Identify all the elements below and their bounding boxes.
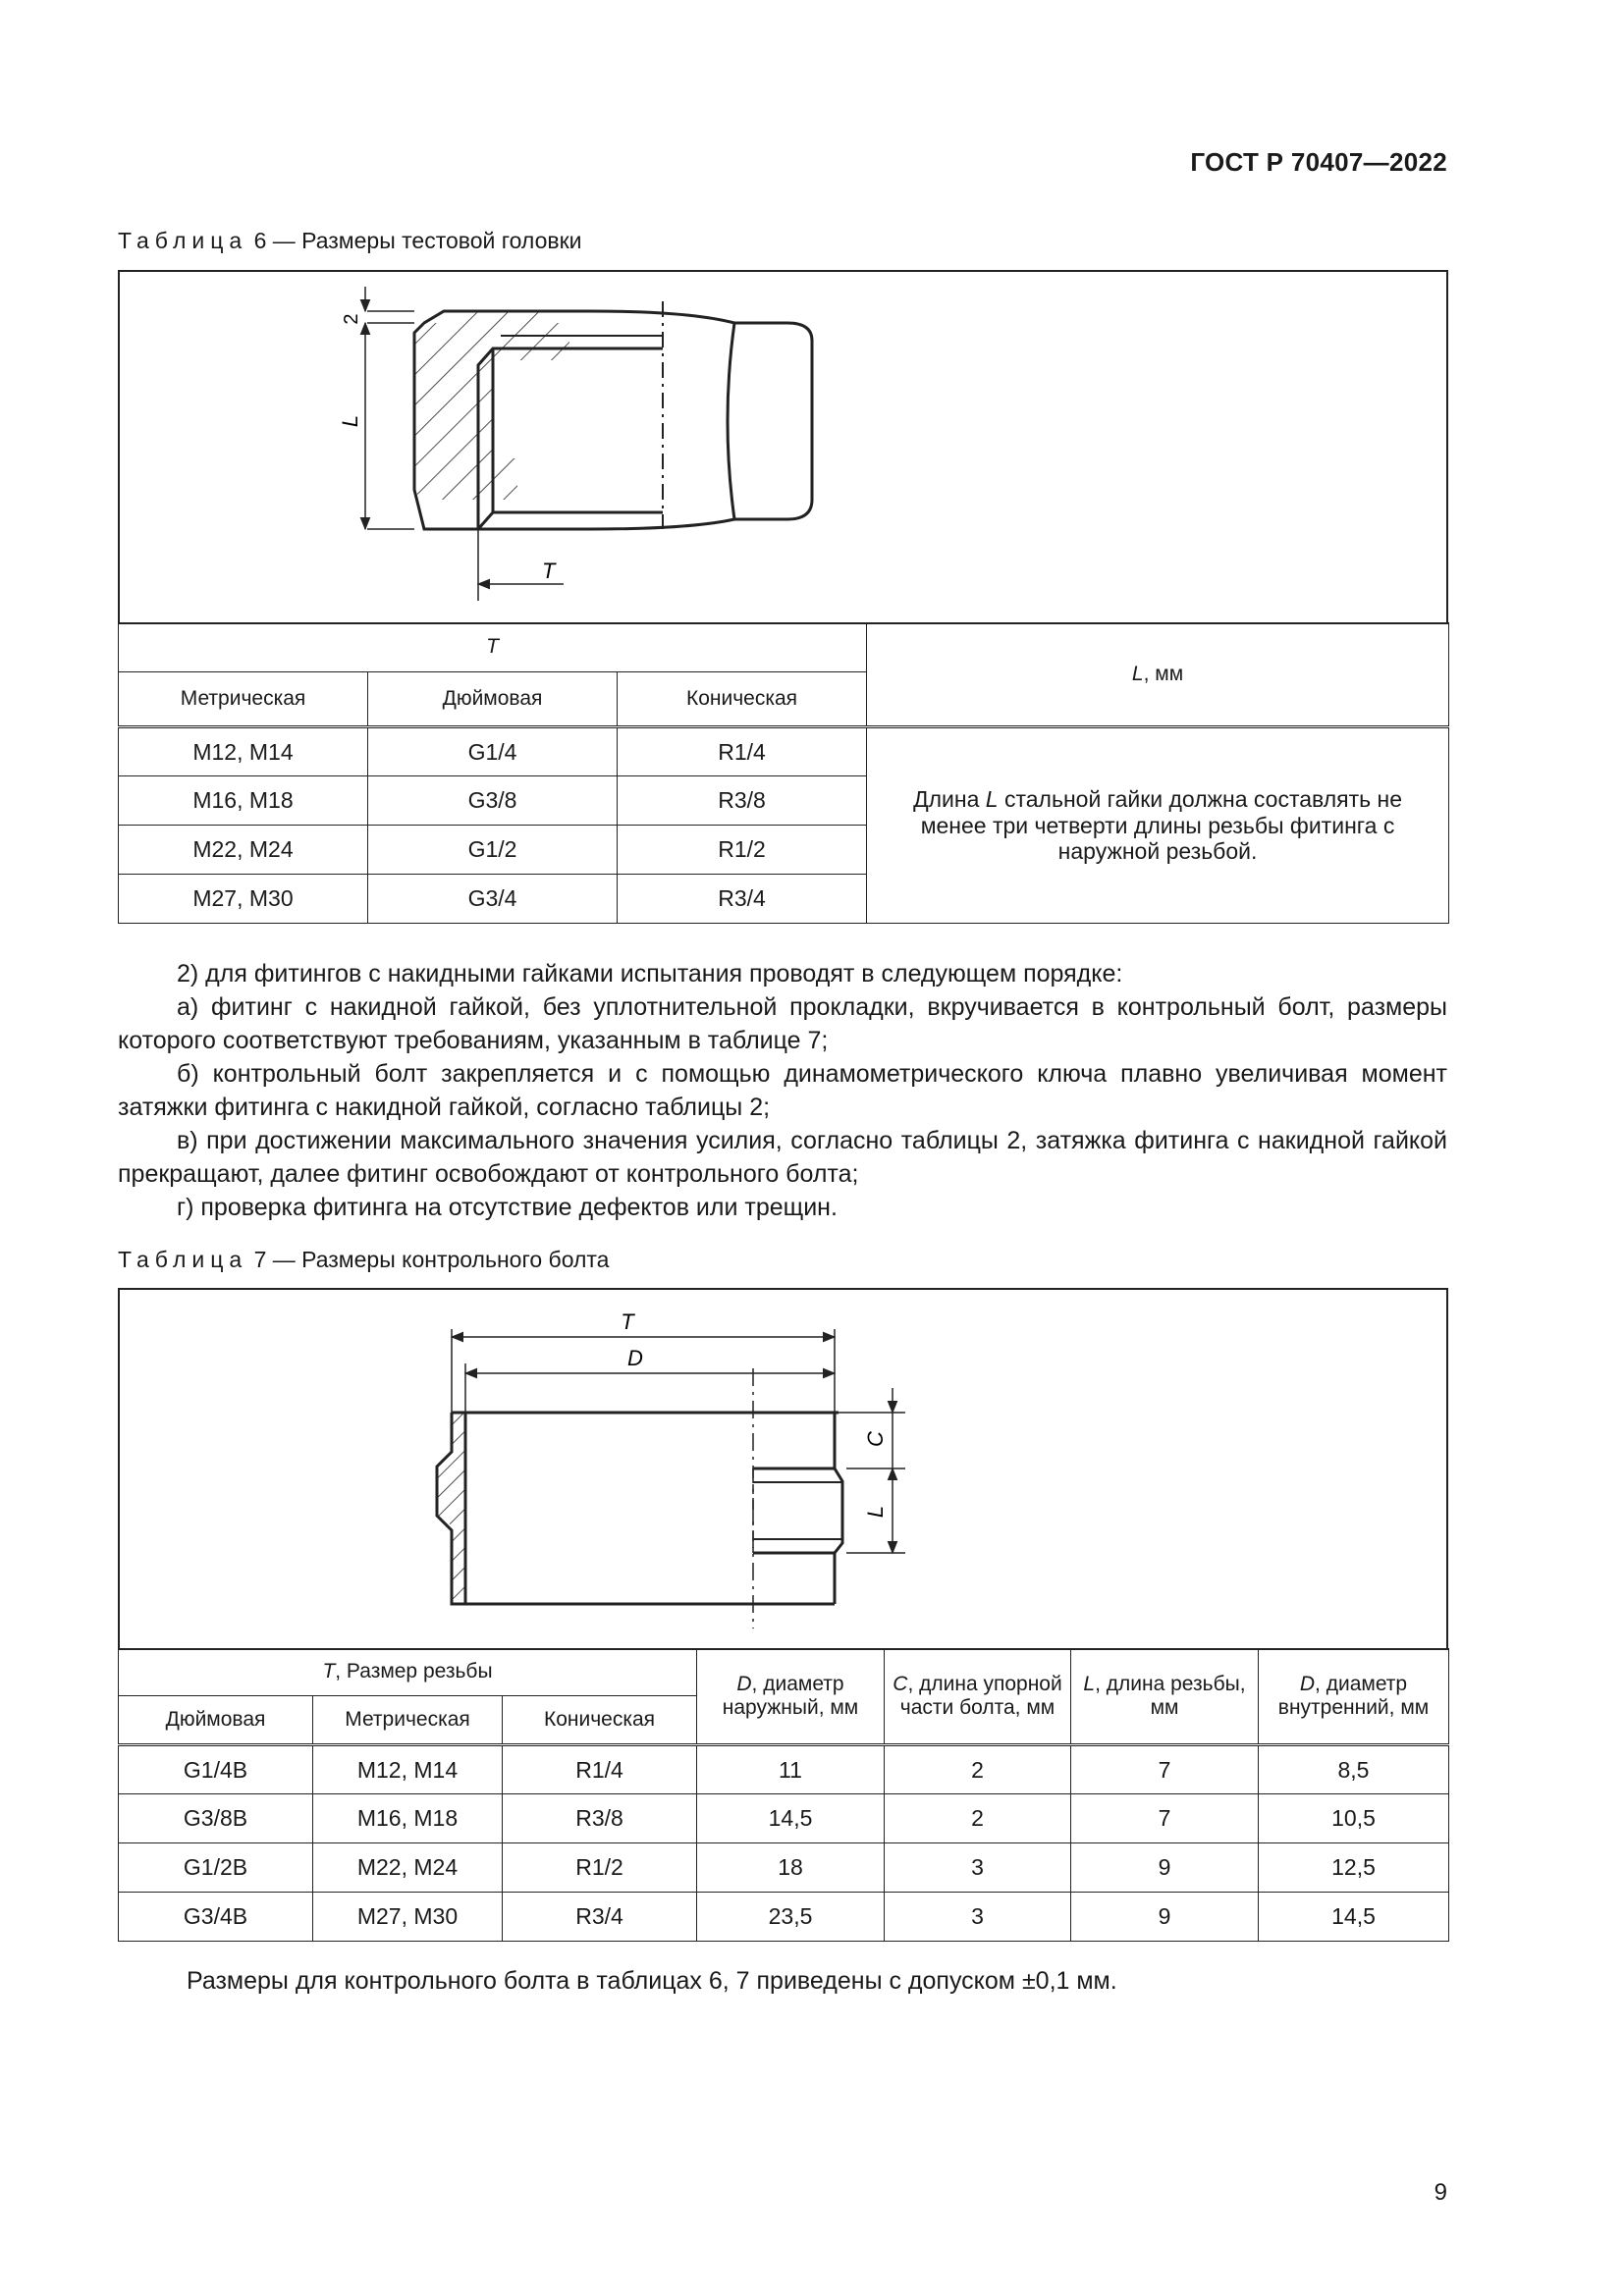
- table6-caption-label: Таблица: [118, 228, 248, 253]
- table6-cell: R1/2: [618, 826, 867, 875]
- table7-cell: M27, M30: [313, 1893, 503, 1942]
- table7-cell: 3: [885, 1893, 1071, 1942]
- table6-head-T: T: [119, 623, 867, 672]
- procedure-item-g: г) проверка фитинга на отсутствие дефектов или трещин.: [177, 1194, 838, 1221]
- procedure-item-a: а) фитинг с накидной гайкой, без уплотнительной прокладки, вкручивается в контрольный болт, размеры которого соответствуют требованиям, указанным в таблице 7;: [118, 993, 1447, 1054]
- table6-cell: R1/4: [618, 727, 867, 776]
- table7-head-T: T, Размер резьбы: [119, 1649, 697, 1696]
- table7-col-Din: D, диаметр внутренний, мм: [1259, 1649, 1449, 1745]
- table7-cell: 7: [1071, 1745, 1259, 1794]
- table6-cell: G3/4: [368, 875, 618, 924]
- table7-col-conic: Коническая: [503, 1696, 697, 1745]
- table6-drawing-frame: [118, 270, 1448, 624]
- table7-cell: G1/4B: [119, 1745, 313, 1794]
- test-head-drawing: [120, 272, 1446, 622]
- table6-cell: G3/8: [368, 776, 618, 826]
- table7-cell: R3/4: [503, 1893, 697, 1942]
- table-row: [119, 1745, 1449, 1794]
- table-row: [119, 1843, 1449, 1893]
- standard-code: ГОСТ Р 70407—2022: [1190, 147, 1447, 177]
- table6-col-metric: Метрическая: [119, 672, 368, 727]
- table7-cell: 14,5: [1259, 1893, 1449, 1942]
- table7-caption: [118, 1247, 609, 1273]
- table7-cell: G3/4B: [119, 1893, 313, 1942]
- table7-cell: 8,5: [1259, 1745, 1449, 1794]
- table6-note-cell: Длина L стальной гайки должна составлять не менее три четверти длины резьбы фитинга с наружной резьбой.: [867, 727, 1449, 924]
- tolerance-note: Размеры для контрольного болта в таблицах 6, 7 приведены с допуском ±0,1 мм.: [187, 1967, 1117, 1995]
- table7-cell: 2: [885, 1794, 1071, 1843]
- table7-cell: 14,5: [697, 1794, 885, 1843]
- table7-drawing-frame: [118, 1288, 1448, 1650]
- table6-cell: G1/2: [368, 826, 618, 875]
- table7-col-inch: Дюймовая: [119, 1696, 313, 1745]
- page-number: 9: [1434, 2179, 1447, 2206]
- table7: [118, 1648, 1449, 1942]
- table7-caption-label: Таблица: [118, 1247, 248, 1272]
- table7-cell: 2: [885, 1745, 1071, 1794]
- table6-cell: M22, M24: [119, 826, 368, 875]
- table6-cell: G1/4: [368, 727, 618, 776]
- table7-cell: G3/8B: [119, 1794, 313, 1843]
- table6-cell: R3/4: [618, 875, 867, 924]
- table6-head-L: L, мм: [867, 623, 1449, 727]
- test-head-thread: [493, 348, 663, 512]
- table7-cell: R3/8: [503, 1794, 697, 1843]
- table6-cell: M27, M30: [119, 875, 368, 924]
- procedure-item-2: 2) для фитингов с накидными гайками испытания проводят в следующем порядке:: [177, 960, 1123, 988]
- dim-2-label: 2: [341, 313, 362, 325]
- table6-col-conic: Коническая: [618, 672, 867, 727]
- bolt-outline: [437, 1413, 835, 1604]
- table7-col-C: C, длина упорной части болта, мм: [885, 1649, 1071, 1745]
- table7-cell: R1/4: [503, 1745, 697, 1794]
- table7-cell: 9: [1071, 1893, 1259, 1942]
- table7-caption-text: — Размеры контрольного болта: [272, 1247, 610, 1272]
- table-row: [119, 1794, 1449, 1843]
- dim-C-label: C: [863, 1431, 888, 1447]
- table7-cell: 9: [1071, 1843, 1259, 1893]
- table7-cell: M16, M18: [313, 1794, 503, 1843]
- table7-col-D: D, диаметр наружный, мм: [697, 1649, 885, 1745]
- table7-col-L: L, длина резьбы, мм: [1071, 1649, 1259, 1745]
- table7-cell: 23,5: [697, 1893, 885, 1942]
- table7-cell: 12,5: [1259, 1843, 1449, 1893]
- bolt-thread: [753, 1468, 842, 1553]
- table6-cell: R3/8: [618, 776, 867, 826]
- procedure-item-v: в) при достижении максимального значения усилия, согласно таблицы 2, затяжка фитинга с накидной гайкой прекращают, далее фитинг освобождают от контрольного болта;: [118, 1127, 1447, 1188]
- dim-L-label: L: [338, 414, 362, 428]
- table7-cell: 18: [697, 1843, 885, 1893]
- table-row: [119, 727, 1449, 776]
- table7-cell: 11: [697, 1745, 885, 1794]
- table7-cell: M12, M14: [313, 1745, 503, 1794]
- table7-cell: M22, M24: [313, 1843, 503, 1893]
- dim-T-label: T: [621, 1309, 634, 1334]
- table6-caption-number: 6: [253, 228, 267, 253]
- table6-cell: M16, M18: [119, 776, 368, 826]
- dim-T-label: T: [542, 559, 556, 583]
- table6-caption: [118, 228, 582, 254]
- table7-cell: G1/2B: [119, 1843, 313, 1893]
- table6: [118, 622, 1449, 924]
- procedure-text: [118, 957, 1447, 1224]
- control-bolt-drawing: [120, 1290, 1446, 1648]
- procedure-item-b: б) контрольный болт закрепляется и с помощью динамометрического ключа плавно увеличивая момент затяжки фитинга с накидной гайкой, согласно таблицы 2;: [118, 1060, 1447, 1121]
- table7-cell: 7: [1071, 1794, 1259, 1843]
- table7-caption-number: 7: [253, 1247, 267, 1272]
- table6-caption-text: — Размеры тестовой головки: [272, 228, 582, 253]
- bolt-section-hatch: [452, 1413, 465, 1604]
- dim-D-label: D: [627, 1346, 643, 1370]
- table6-col-inch: Дюймовая: [368, 672, 618, 727]
- table7-cell: R1/2: [503, 1843, 697, 1893]
- table7-cell: 10,5: [1259, 1794, 1449, 1843]
- table7-col-metric: Метрическая: [313, 1696, 503, 1745]
- table-row: [119, 1893, 1449, 1942]
- test-head-bore: [478, 348, 663, 529]
- table7-cell: 3: [885, 1843, 1071, 1893]
- dim-L-label: L: [863, 1505, 888, 1519]
- table6-cell: M12, M14: [119, 727, 368, 776]
